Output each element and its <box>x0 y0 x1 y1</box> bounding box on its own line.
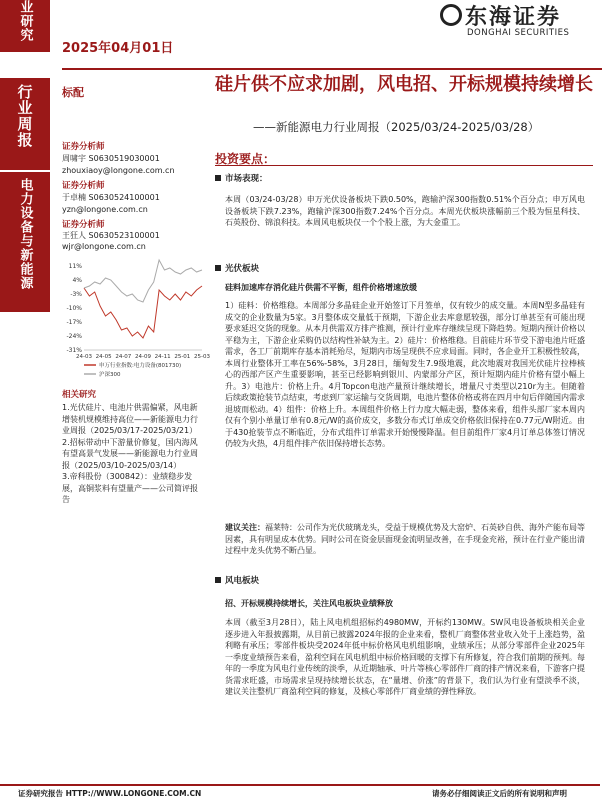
footer-divider <box>0 784 600 786</box>
related-item[interactable]: 3.帝科股份（300842）：业绩稳步发展，高铜浆料有望量产——公司简评报告 <box>62 472 198 504</box>
related-list <box>62 402 205 506</box>
series-line <box>84 260 202 302</box>
related-item[interactable]: 2.招标带动中下游量价修复，国内海风有望高景气发展——新能源电力行业周报（2025/03/10-2025/03/14） <box>62 437 198 470</box>
related-title: 相关研究 <box>62 390 97 400</box>
y-tick-label: -3% <box>70 291 82 298</box>
analyst-email[interactable]: wjr@longone.com.cn <box>62 242 146 251</box>
logo-icon <box>440 4 462 26</box>
index-performance-chart <box>62 260 210 380</box>
rating: 标配 <box>62 86 84 99</box>
y-tick-label: -10% <box>66 305 82 312</box>
line-chart <box>62 260 210 380</box>
logo-text-cn: 东海证券 <box>465 5 562 30</box>
report-title: 硅片供不应求加剧，风电招、开标规模持续增长 <box>215 74 593 95</box>
sidebar-tab-sector <box>0 172 50 312</box>
analyst-role: 证券分析师 <box>62 181 105 191</box>
advice-text: 福莱特：公司作为光伏玻璃龙头，受益于规模优势及大窑炉、石英砂自供、海外产能布局等因素，具有明显成本优势。同时公司在资金层面现金流明显改善，在手现金充裕，预计在行业产能出清过程中龙头优势不断凸显。 <box>225 523 585 555</box>
section-title-wind: 风电板块 <box>225 576 260 586</box>
focus-divider <box>215 165 593 166</box>
analyst-name: 于卓楠 S0630524100001 <box>62 193 160 202</box>
wind-text: 本周（截至3月28日），陆上风电机组招标约4980MW，开标约130MW。SW风电设备板块相关企业逐步进入年报披露期，从目前已披露2024年报的企业来看，整机厂商整体营业收入处于上涨趋势，盈利略有承压；零部件板块受2024年低中标价格风电机组影响，业绩承压；从部分零部件企业2025年一季度业绩预告来看，盈利空间在风电机组中标价格回暖的支撑下有所修复，符合我们前期的预判。每年的一季度为风电行业传统的淡季，从近期轴承、叶片等核心零部件厂商的排产情况来看，下游客户提货需求旺盛，市场需求呈现持续增长状态，在“量增、价涨”的背景下，我们认为行业有望淡季不淡，建议关注整机厂商盈利空间的修复，及核心零部件厂商业绩的弹性释放。 <box>225 618 585 696</box>
sidebar-tab-label: 业研究 <box>17 0 33 42</box>
logo-text-en: DONGHAI SECURITIES <box>467 28 570 38</box>
legend-label: 沪深300 <box>99 372 121 378</box>
bullet-icon <box>215 265 221 271</box>
series-line <box>84 286 202 338</box>
sidebar-tab-label: 行业周报 <box>15 84 34 148</box>
pv-advice <box>225 522 585 557</box>
sidebar-tab-label: 电力设备与新能源 <box>17 178 33 290</box>
x-tick-label: 24-09 <box>135 354 151 360</box>
y-tick-label: 11% <box>68 263 82 270</box>
x-tick-label: 24-07 <box>115 354 132 360</box>
legend-label: 申万行业指数:电力设备(801730) <box>99 363 182 369</box>
market-text: 本周（03/24-03/28）申万光伏设备板块下跌0.50%，跑输沪深300指数0.51%个百分点；申万风电设备板块下跌7.23%，跑输沪深300指数7.24%个百分点。本周光伏板块涨幅前三个股为恒星科技、石英股份、锦浪科技。本周风电板块仅一个个股上涨，为大金重工。 <box>225 195 585 227</box>
y-tick-label: -17% <box>66 319 82 326</box>
analyst-name: 王狂人 S0630523100001 <box>62 231 160 240</box>
section-title-pv: 光伏板块 <box>225 264 260 274</box>
section-title-market: 市场表现： <box>225 174 268 184</box>
x-tick-label: 24-11 <box>154 354 171 360</box>
report-date: 2025年04月01日 <box>62 41 174 56</box>
pv-text: 1）硅料：价格维稳。本周部分多晶硅企业开始签订下月签单，仅有较少的成交量。本周N型多晶硅有成交的企业数量为5家。3月整体成交量低于预期，下游企业去库意愿较强，部分订单甚至有可能出现要求延迟交货的现象。从本月供需双方排产推测，预计行业库存继续呈现下降趋势。短期内预计价格以平稳为主，下游企业采购仍以结构性补缺为主。2）硅片：价格维稳。目前硅片环节受下游电池片旺盛需求，各工厂前期库存基本消耗殆尽，短期内市场呈现供不应求局面。同时，各企业开工积极性较高，本周行业整体开工率在56%-58%，3月28日，缅甸发生7.9级地震，此次地震对我国光伏硅片拉棒核心的西部产区产生重要影响，甚至已经影响到银川、内蒙部分产区，预计短期内硅片价格有望小幅上升。3）电池片：价格上升。4月Topcon电池产量预计继续增长，增量尺寸类型以210r为主。但随着后续政策抢装节点结束，考虑到厂家运输与交货周期，电池片整体价格或将在四月中旬后伴随国内需求退坡而松动。4）组件：价格上升。本周组件价格上行力度大幅走弱，整体来看，组件头部厂家本周内仅有个别小单量订单有0.8元/W的高价成交，多数分布式订单成交价格依旧保持在0.77元/W附近。由于430抢装节点不断临近，分布式组件订单需求开始慢慢降温。但目前组件厂家4月订单总体签订情况仍较为火热，4月组件排产依旧保持增长态势。 <box>225 301 585 448</box>
analyst-role: 证券分析师 <box>62 220 105 230</box>
advice-label: 建议关注： <box>225 523 265 532</box>
analyst-name: 周啸宇 S0630519030001 <box>62 154 160 163</box>
wind-subtitle: 招、开标规模持续增长，关注风电板块业绩释放 <box>225 599 393 608</box>
footer-disclaimer: 请务必仔细阅读正文后的所有说明和声明 <box>432 789 567 798</box>
sidebar-tab-weekly <box>0 78 50 170</box>
sidebar-tab-industry-research <box>0 0 50 52</box>
x-tick-label: 25-03 <box>194 354 210 360</box>
analyst-email[interactable]: yzn@longone.com.cn <box>62 205 148 214</box>
bullet-icon <box>215 577 221 583</box>
report-subtitle: ——新能源电力行业周报（2025/03/24-2025/03/28） <box>253 120 540 134</box>
pv-subtitle: 硅料加速库存消化硅片供需不平衡，组件价格增速放缓 <box>225 283 417 292</box>
y-tick-label: 4% <box>72 277 82 284</box>
header-divider <box>62 68 602 70</box>
footer-left[interactable]: 证券研究报告 HTTP://WWW.LONGONE.COM.CN <box>18 789 202 798</box>
y-tick-label: -31% <box>66 347 82 354</box>
x-tick-label: 24-03 <box>76 354 92 360</box>
focus-heading: 投资要点： <box>215 152 276 166</box>
analyst-role: 证券分析师 <box>62 142 105 152</box>
bullet-icon <box>215 175 221 181</box>
related-item[interactable]: 1.光伏硅片、电池片供需偏紧，风电新增装机规模维持高位——新能源电力行业周报（2025/03/17-2025/03/21） <box>62 403 198 435</box>
analyst-email[interactable]: zhouxiaoy@longone.com.cn <box>62 166 175 175</box>
y-tick-label: -24% <box>66 333 82 340</box>
x-tick-label: 24-05 <box>95 354 112 360</box>
x-tick-label: 25-01 <box>174 354 191 360</box>
